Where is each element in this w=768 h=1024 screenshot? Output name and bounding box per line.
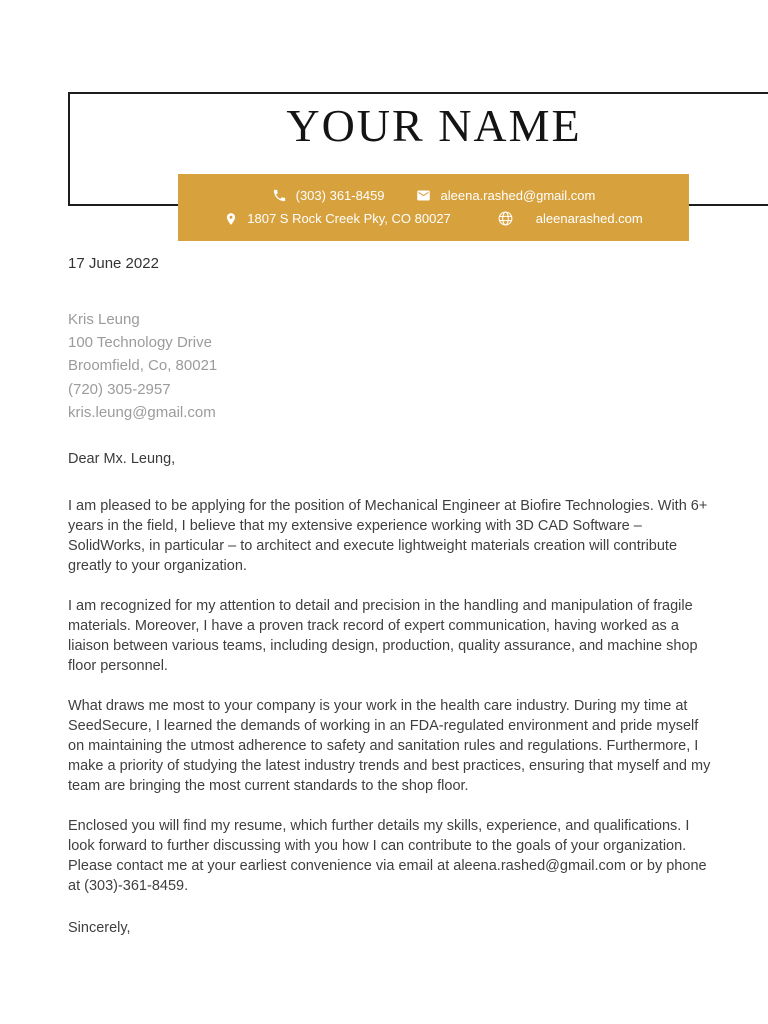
recipient-phone: (720) 305-2957 [68, 380, 171, 398]
contact-bar [178, 174, 689, 241]
letter-body [68, 254, 713, 938]
letter-paragraph-1: I am pleased to be applying for the position of Mechanical Engineer at Biofire Technologies. With 6+ years in the field, I believe that my extensive experience working with 3D CAD Software – SolidWorks, in particular – to architect and execute lightweight materials creation will contribute greatly to your organization. [68, 498, 708, 575]
location-pin-icon [224, 211, 238, 227]
contact-address [224, 211, 451, 227]
recipient-street: 100 Technology Drive [68, 334, 212, 352]
recipient-block [68, 308, 713, 424]
contact-website [497, 210, 643, 227]
globe-icon [497, 210, 514, 227]
letter-paragraph-4: Enclosed you will find my resume, which further details my skills, experience, and qualifications. I look forward to further discussing with you how I can contribute to the goals of your organization. Please contact me at your earliest convenience via email at aleena.rashed@gmail.com or by phone at (303)-361-8459. [68, 818, 707, 895]
contact-email [415, 188, 596, 203]
closing: Sincerely, [68, 920, 131, 937]
letter-paragraph-3: What draws me most to your company is your work in the health care industry. During my time at SeedSecure, I learned the demands of working in an FDA-regulated environment and pride myself on maintaining the utmost adherence to safety and sanitation rules and regulations. Furthermore, I make a priority of studying the latest industry trends and best practices, ensuring that myself and my team are bringing the most current standards to the shop floor. [68, 698, 711, 795]
email-icon [415, 188, 432, 203]
letter-paragraph-2: I am recognized for my attention to detail and precision in the handling and manipulation of fragile materials. Moreover, I have a proven track record of expert communication, having worked as a liaison between various teams, including design, production, quality assurance, and machine shop floor personnel. [68, 598, 698, 675]
contact-phone-text: (303) 361-8459 [295, 188, 385, 203]
contact-website-text: aleenarashed.com [535, 211, 643, 226]
recipient-city: Broomfield, Co, 80021 [68, 357, 218, 375]
contact-address-text: 1807 S Rock Creek Pky, CO 80027 [247, 211, 451, 226]
salutation: Dear Mx. Leung, [68, 451, 176, 468]
contact-email-text: aleena.rashed@gmail.com [440, 188, 596, 203]
phone-icon [272, 188, 287, 203]
recipient-email: kris.leung@gmail.com [68, 403, 216, 421]
contact-row-top [178, 188, 689, 203]
letter-date: 17 June 2022 [68, 255, 159, 272]
contact-row-bottom [178, 210, 689, 227]
recipient-name: Kris Leung [68, 311, 140, 328]
page-title: YOUR NAME [286, 100, 582, 151]
contact-phone [272, 188, 385, 203]
